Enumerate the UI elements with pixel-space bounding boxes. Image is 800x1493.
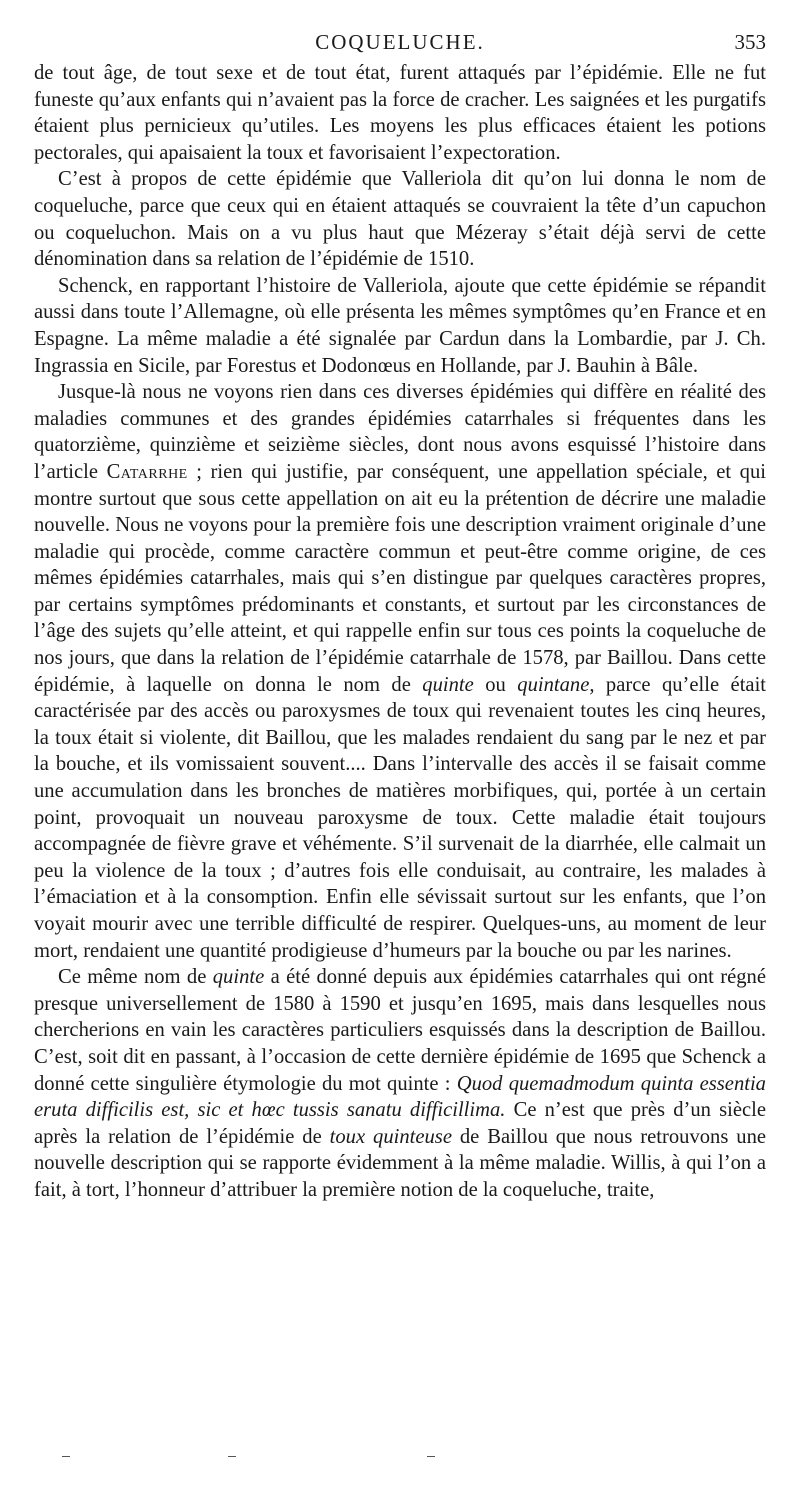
text-segment: Schenck, en rapportant l’histoire de Valleriola, ajoute que cette épidémie se répandit aussi dans toute l’Allemagne, où elle présenta les mêmes symptômes qu’en France et en Espagne. La même maladie a été signalée par Cardun dans la Lombardie, par J. Ch. Ingrassia en Sicile, par Forestus et Dodonœus en Hollande, par J. Bauhin à Bâle. [34, 274, 766, 377]
paragraph [34, 60, 766, 166]
footer-marks [34, 1456, 766, 1466]
text-segment: , parce qu’elle était caractérisée par des accès ou paroxysmes de toux qui revenaient toutes les cinq heures, la toux était si violente, dit Baillou, que les malades rendaient du sang par le nez et par la bouche, et ils vomissaient souvent.... Dans l’intervalle des accès il se faisait comme une accumulation dans les bronches de matières morbifiques, qui, portée à un certain point, provoquait un nouveau paroxysme de toux. Cette maladie était toujours accompagnée de fièvre grave et véhémente. S’il survenait de la diarrhée, elle calmait un peu la violence de la toux ; d’autres fois elle conduisait, au contraire, les malades à l’émaciation et à la consomption. Enfin elle sévissait surtout sur les enfants, que l’on voyait mourir avec une terrible difficulté de respirer. Quelques-uns, au moment de leur mort, rendaient une quantité prodigieuse d’humeurs par la bouche ou par les narines. [34, 673, 767, 962]
italic-text: quintane [517, 673, 590, 696]
running-title: COQUELUCHE. [315, 30, 485, 54]
smallcaps-text: Catarrhe [106, 460, 188, 483]
italic-text: toux quinteuse [329, 1125, 452, 1148]
footer-mark [62, 1456, 70, 1457]
italic-text: Quod quemadmodum quinta essentia eruta difficilis est, sic et hœc tussis sanatu difficillima. [34, 1072, 766, 1122]
text-segment: Ce même nom de [58, 966, 213, 989]
paragraph [34, 166, 766, 272]
paragraph [34, 273, 766, 379]
document-page [34, 0, 766, 1493]
text-segment: C’est à propos de cette épidémie que Valleriola dit qu’on lui donna le nom de coqueluche, parce que ceux qui en étaient attaqués se couvraient la tête d’un capuchon ou coqueluchon. Mais on a vu plus haut que Mézeray s’était déjà servi de cette dénomination dans sa relation de l’épidémie de 1510. [34, 168, 766, 271]
text-segment: Ce n’est que près d’un siècle après la relation de l’épidémie de [34, 1099, 766, 1148]
body-text [34, 60, 766, 1204]
paragraph [34, 379, 766, 964]
footer-mark [427, 1456, 435, 1457]
text-segment: Jusque-là nous ne voyons rien dans ces diverses épidémies qui diffère en réalité des maladies communes et des grandes épidémies catarrhales si fréquentes dans les quatorzième, quinzième et seizième siècles, dont nous avons esquissé l’histoire dans l’article [34, 381, 766, 483]
italic-text: quinte [422, 673, 474, 696]
italic-text: quinte [212, 966, 265, 989]
page-number: 353 [734, 30, 766, 54]
text-segment: ; rien qui justifie, par conséquent, une appellation spéciale, et qui montre surtout que sous cette appellation on ait eu la prétention de décrire une maladie nouvelle. Nous ne voyons pour la première fois une description vraiment originale d’une maladie qui procède, comme caractère commun et peut-être comme origine, de ces mêmes épidémies catarrhales, mais qui s’en distingue par quelques caractères propres, par certains symptômes prédominants et constants, et surtout par les circonstances de l’âge des sujets qu’elle atteint, et qui rappelle enfin sur tous ces points la coqueluche de nos jours, que dans la relation de l’épidémie catarrhale de 1578, par Baillou. Dans cette épidémie, à laquelle on donna le nom de [34, 460, 766, 696]
footer-mark [228, 1456, 236, 1457]
page-header [34, 0, 766, 54]
paragraph [34, 964, 766, 1203]
text-segment: de Baillou que nous retrouvons une nouvelle description qui se rapporte évidemment à la même maladie. Willis, à qui l’on a fait, à tort, l’honneur d’attribuer la première notion de la coqueluche, traite, [34, 1125, 767, 1201]
text-segment: a été donné depuis aux épidémies catarrhales qui ont régné presque universellement de 1580 à 1590 et jusqu’en 1695, mais dans lesquelles nous chercherions en vain les caractères particuliers esquissés dans la description de Baillou. C’est, soit dit en passant, à l’occasion de cette dernière épidémie de 1695 que Schenck a donné cette singulière étymologie du mot quinte : [34, 966, 766, 1095]
text-segment: ou [473, 673, 518, 696]
text-segment: de tout âge, de tout sexe et de tout état, furent attaqués par l’épidémie. Elle ne fut funeste qu’aux enfants qui n’avaient pas la force de cracher. Les saignées et les purgatifs étaient plus pernicieux qu’utiles. Les moyens les plus efficaces étaient les potions pectorales, qui apaisaient la toux et favorisaient l’expectoration. [34, 62, 766, 164]
